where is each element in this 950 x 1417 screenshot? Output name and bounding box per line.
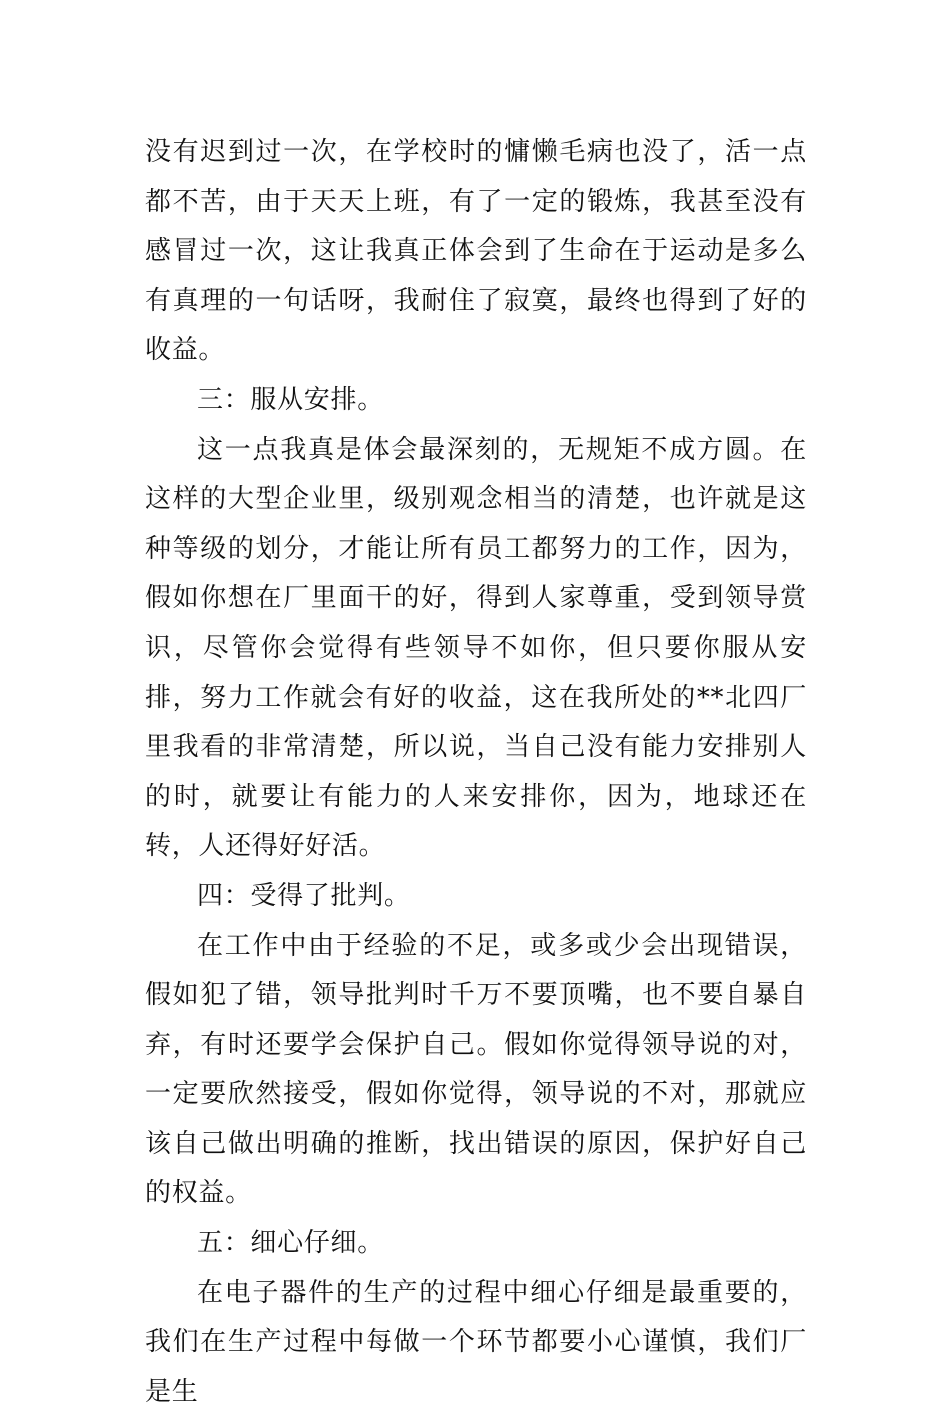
section-heading-accept-criticism: 四：受得了批判。 — [197, 880, 411, 911]
paragraph-obey-arrangement: 这一点我真是体会最深刻的，无规矩不成方圆。在这样的大型企业里，级别观念相当的清楚，也许就是这种等级的划分，才能让所有员工都努力的工作，因为，假如你想在厂里面干的好，得到人家尊重，受到领导赏识，尽管你会觉得有些领导不如你，但只要你服从安排，努力工作就会有好的收益，这在我所处的**北四厂里我看的非常清楚，所以说，当自己没有能力安排别人的时，就要让有能力的人来安排你，因为，地球还在转，人还得好好活。 — [145, 434, 807, 862]
paragraph-carefulness: 在电子器件的生产的过程中细心仔细是最重要的，我们在生产过程中每做一个环节都要小心谨慎，我们厂是生 — [145, 1277, 807, 1407]
document-page — [145, 128, 807, 1417]
paragraph-continuation: 没有迟到过一次，在学校时的慵懒毛病也没了，活一点都不苦，由于天天上班，有了一定的锻炼，我甚至没有感冒过一次，这让我真正体会到了生命在于运动是多么有真理的一句话呀，我耐住了寂寞，最终也得到了好的收益。 — [145, 137, 807, 366]
section-heading-carefulness: 五：细心仔细。 — [197, 1228, 384, 1259]
paragraph-accept-criticism: 在工作中由于经验的不足，或多或少会出现错误，假如犯了错，领导批判时千万不要顶嘴，也不要自暴自弃，有时还要学会保护自己。假如你觉得领导说的对，一定要欣然接受，假如你觉得，领导说的不对，那就应该自己做出明确的推断，找出错误的原因，保护好自己的权益。 — [145, 930, 807, 1209]
section-heading-obey-arrangement: 三：服从安排。 — [197, 384, 384, 415]
